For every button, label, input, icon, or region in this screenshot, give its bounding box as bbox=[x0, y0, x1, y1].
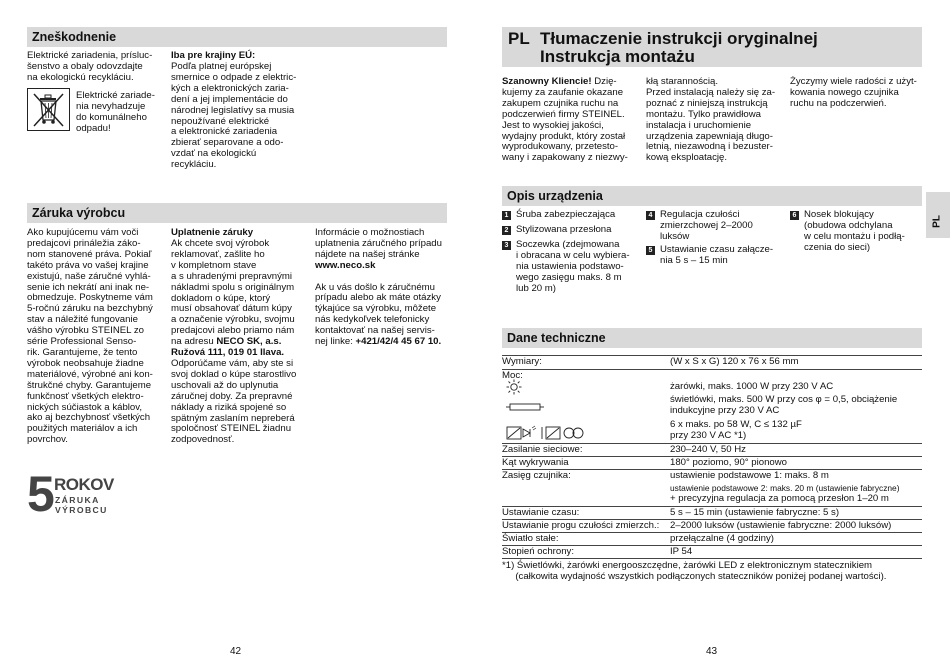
tech-value-constant-light: przełączalne (4 godziny) bbox=[670, 533, 774, 544]
legend-text-4: Regulacja czułości zmierzchowej 2–2000 luksów bbox=[660, 209, 753, 242]
tech-value-range-3: + precyzyjna regulacja za pomocą przesłon 1–20 m bbox=[670, 493, 889, 504]
warranty-col2-part-b: Odporúčame vám, aby ste si svoj doklad o kúpe starostlivo uschovali až do uplynutia záručnej doby. Za prepravné náklady a riziká spojené so spätným zaslaním nepreberá spoločnosť STEINEL žiadnu zodpovednosť. bbox=[171, 357, 297, 446]
legend-number-2: 2 bbox=[502, 226, 511, 235]
intro-col1-text: Dzię- kujemy za zaufanie okazane zakupem czujnika ruchu na podczerwień firmy STEINEL. Jest to wysokiej jakości, wydajny produkt, który został wyprodukowany, przetesto- wany i zapakowany z niezwy- bbox=[502, 76, 628, 164]
tech-value-protection: IP 54 bbox=[670, 546, 693, 557]
logo-word1: ROKOV bbox=[54, 475, 114, 494]
neco-address: NECO SK, a.s. Ružová 111, 019 01 Ilava. bbox=[171, 336, 285, 359]
eu-title: Iba pre krajiny EÚ: bbox=[171, 50, 256, 61]
logo-number: 5 bbox=[27, 466, 55, 522]
warranty-col1: Ako kupujúcemu vám voči predajcovi prináležia záko- nom stanovené práva. Pokiaľ takéto práva vo vašej krajine existujú, naše záručné vyhlá- senie ich nekrátí ani inak ne- obmedzuje. Poskytneme vám 5-ročnú záruku na bezchybný stav a náležité fungovanie vášho výrobku STEINEL zo série Professional Senso- rik. Garantujeme, že tento výrobok neobsahuje žiadne materiálové, výrobné ani kon- štrukčné chyby. Garantujeme funkčnosť všetkých elektro- nických súčiastok a káblov, ako aj bezchybnosť všetkých použitých materiálov a ich povrchov. bbox=[27, 227, 153, 446]
led-ballast-icon bbox=[506, 425, 586, 441]
side-tab-label: PL bbox=[931, 215, 943, 228]
tech-heading: Dane techniczne bbox=[502, 328, 922, 348]
warranty-logo bbox=[27, 466, 117, 522]
tech-label-range: Zasięg czujnika: bbox=[502, 470, 571, 481]
description-heading: Opis urządzenia bbox=[502, 186, 922, 206]
legend-text-6: Nosek blokujący (obudowa odchylana w celu montażu i podłą- czenia do sieci) bbox=[804, 209, 905, 253]
page-number-right: 43 bbox=[706, 646, 718, 657]
warranty-col2-title: Uplatnenie záruky bbox=[171, 227, 254, 238]
legend-text-2: Stylizowana przesłona bbox=[516, 224, 612, 235]
service-phone: +421/42/4 45 67 10. bbox=[355, 336, 442, 348]
legend-number-6: 6 bbox=[790, 211, 799, 220]
fluorescent-tube-icon bbox=[506, 401, 544, 413]
title-prefix: PL bbox=[508, 29, 530, 48]
tech-label-twilight: Ustawianie progu czułości zmierzch.: bbox=[502, 520, 660, 531]
warranty-col3-text bbox=[315, 228, 460, 348]
legend-number-5: 5 bbox=[646, 246, 655, 255]
legend-text-3: Soczewka (zdejmowana i obracana w celu wybiera- nia ustawienia podstawo- wego zasięgu maks. 8 m lub 20 m) bbox=[516, 239, 630, 294]
title-line2: Instrukcja montażu bbox=[540, 47, 695, 66]
logo-word2: ZÁRUKA bbox=[55, 495, 100, 505]
tech-value-incandescent: żarówki, maks. 1000 W przy 230 V AC bbox=[670, 381, 834, 392]
tech-value-fluorescent: świetlówki, maks. 500 W przy cos φ = 0,5, obciążenie indukcyjne przy 230 V AC bbox=[670, 394, 898, 416]
intro-col3: Życzymy wiele radości z użyt- kowania nowego czujnika ruchu na podczerwień. bbox=[790, 76, 917, 109]
neco-url: www.neco.sk bbox=[315, 259, 376, 271]
tech-label-time: Ustawianie czasu: bbox=[502, 507, 580, 518]
eu-text: Podľa platnej európskej smernice o odpade z elektric- kých a elektronických zaria- dení a jej implementácie do národnej legislatívy sa musia nepoužívané elektrické a elektronické zariadenia zbierať separovane a odo- vzdať na ekologickú recykláciu. bbox=[171, 61, 297, 171]
warranty-heading: Záruka výrobcu bbox=[27, 203, 447, 223]
title-line1: Tłumaczenie instrukcji oryginalnej bbox=[540, 29, 818, 48]
bulb-icon bbox=[506, 379, 522, 395]
tech-value-dimensions: (W x S x G) 120 x 76 x 56 mm bbox=[670, 356, 799, 367]
tech-footnote: *1) Świetlówki, żarówki energooszczędne, żarówki LED z elektronicznym statecznikiem (całkowita wydajność wszystkich podłączonych stateczników poniżej podanej wartości). bbox=[502, 560, 887, 582]
language-side-tab bbox=[926, 192, 950, 238]
tech-value-range-2: ustawienie podstawowe 2: maks. 20 m (ustawienie fabryczne) bbox=[670, 483, 900, 493]
tech-label-supply: Zasilanie sieciowe: bbox=[502, 444, 583, 455]
tech-value-angle: 180° poziomo, 90° pionowo bbox=[670, 457, 788, 468]
tech-value-twilight: 2–2000 luksów (ustawienie fabryczne: 2000 luksów) bbox=[670, 520, 892, 531]
bin-warning-text: Elektrické zariade- nia nevyhadzuje do komunálneho odpadu! bbox=[76, 90, 155, 134]
tech-label-constant-light: Światło stałe: bbox=[502, 533, 559, 544]
warranty-col3-part-b: Ak u vás došlo k záručnému prípadu alebo ak máte otázky týkajúce sa výrobku, môžete nás kedykoľvek telefonicky kontaktovať na našej servis- nej linke: bbox=[315, 281, 441, 348]
legend-item-3 bbox=[502, 240, 644, 295]
tech-value-led: 6 x maks. po 58 W, C ≤ 132 µF przy 230 V AC *1) bbox=[670, 419, 802, 441]
tech-value-supply: 230–240 V, 50 Hz bbox=[670, 444, 746, 455]
warranty-col2-text bbox=[171, 239, 316, 446]
legend-number-3: 3 bbox=[502, 241, 511, 250]
legend-item-4 bbox=[646, 210, 788, 243]
tech-label-angle: Kąt wykrywania bbox=[502, 457, 569, 468]
disposal-text: Elektrické zariadenia, prísluc- šenstvo a obaly odovzdajte na ekologickú recykláciu. bbox=[27, 50, 153, 83]
tech-value-range-1: ustawienie podstawowe 1: maks. 8 m bbox=[670, 470, 829, 481]
logo-word3: VÝROBCU bbox=[55, 505, 108, 515]
legend-item-5 bbox=[646, 245, 788, 267]
intro-col1 bbox=[502, 77, 644, 164]
page-number-left: 42 bbox=[230, 646, 242, 657]
tech-divider bbox=[502, 369, 922, 370]
tech-label-dimensions: Wymiary: bbox=[502, 356, 542, 367]
legend-item-2 bbox=[502, 225, 644, 236]
tech-divider bbox=[502, 558, 922, 559]
legend-text-5: Ustawianie czasu załącze- nia 5 s – 15 min bbox=[660, 244, 774, 266]
tech-label-protection: Stopień ochrony: bbox=[502, 546, 574, 557]
legend-item-1 bbox=[502, 210, 644, 221]
intro-col2: kłą starannością. Przed instalacją należy się za- poznać z niniejszą instrukcją montażu. Tylko prawidłowa instalacja i uruchomienie urządzenia zapewniają długo- letnią, niezawodną i bezuster- kową eksploatację. bbox=[646, 76, 776, 164]
legend-item-6 bbox=[790, 210, 932, 254]
intro-greeting: Szanowny Kliencie! bbox=[502, 76, 592, 87]
legend-text-1: Śruba zabezpieczająca bbox=[516, 209, 616, 220]
crossed-bin-icon bbox=[27, 88, 70, 131]
warranty-col2-part-a: Ak chcete svoj výrobok reklamovať, zašlite ho v kompletnom stave a s uhradenými prepravnými nákladmi spolu s originálnym dokladom o kúpe, ktorý musí obsahovať dátum kúpy a označenie výrobku, svojmu predajcovi alebo priamo nám na adresu bbox=[171, 238, 295, 348]
tech-label-power: Moc: bbox=[502, 370, 523, 381]
legend-number-4: 4 bbox=[646, 211, 655, 220]
legend-number-1: 1 bbox=[502, 211, 511, 220]
warranty-col3-part-a: Informácie o možnostiach uplatnenia záručného prípadu nájdete na našej stránke bbox=[315, 227, 442, 260]
tech-value-time: 5 s – 15 min (ustawienie fabryczne: 5 s) bbox=[670, 507, 840, 518]
disposal-heading: Zneškodnenie bbox=[27, 27, 447, 47]
